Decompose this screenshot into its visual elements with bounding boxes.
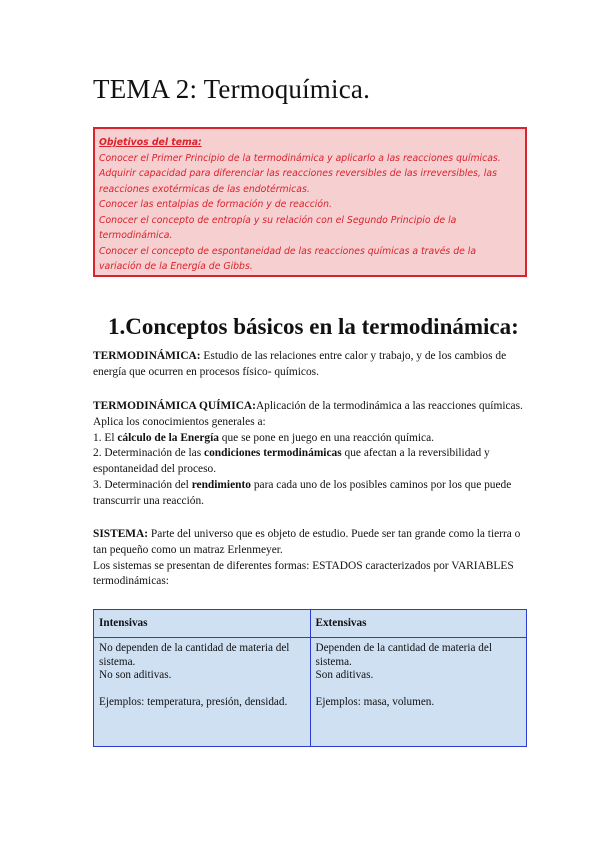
sistema-definition: Parte del universo que es objeto de estudio. Puede ser tan grande como la tierra o tan pequeño como un matraz Erlenmeyer. (93, 528, 521, 556)
objective-item: Conocer el concepto de espontaneidad de las reacciones químicas a través de la variación de la Energía de Gibbs. (99, 245, 477, 272)
table-row (94, 638, 527, 747)
objective-item: Conocer el concepto de entropía y su relación con el Segundo Principio de la termodinámica. (99, 214, 457, 241)
table-header-row (94, 610, 527, 638)
cell-extensivas: Dependen de la cantidad de materia del sistema. Son aditivas. Ejemplos: masa, volumen. (310, 638, 527, 747)
objective-item: Conocer las entalpias de formación y de reacción. (99, 199, 332, 210)
variables-table (93, 609, 527, 747)
section-title: 1.Conceptos básicos en la termodinámica: (108, 314, 519, 339)
sistema-states: Los sistemas se presentan de diferentes formas: ESTADOS caracterizados por VARIABLES termodinámicas: (93, 559, 514, 588)
list-item: 1. El cálculo de la Energía que se pone en juego en una reacción química. (93, 431, 435, 444)
objective-item: Conocer el Primer Principio de la termodinámica y aplicarlo a las reacciones químicas. Adquirir capacidad para diferenciar las reacciones reversibles de las irreversibles, las reacciones exotérmicas de las endotérmicas. (99, 152, 501, 195)
termodinamica-term: TERMODINÁMICA: (93, 350, 201, 362)
termoquimica-definition: Aplicación de la termodinámica a las reacciones químicas. Aplica los conocimientos generales a: (93, 400, 523, 428)
sistema-paragraph (93, 527, 531, 590)
sistema-term: SISTEMA: (93, 528, 149, 540)
termodinamica-paragraph (93, 349, 531, 381)
list-item: 3. Determinación del rendimiento para cada uno de los posibles caminos por los que puede transcurrir una reacción. (93, 478, 512, 507)
page-title: TEMA 2: Termoquímica. (93, 74, 371, 104)
list-item: 2. Determinación de las condiciones termodinámicas que afectan a la reversibilidad y espontaneidad del proceso. (93, 447, 490, 476)
termoquimica-paragraph (93, 399, 531, 510)
termoquimica-term: TERMODINÁMICA QUÍMICA: (93, 400, 256, 412)
objectives-box (93, 127, 527, 277)
termodinamica-definition: Estudio de las relaciones entre calor y trabajo, y de los cambios de energía que ocurren en procesos físico- químicos. (93, 350, 507, 378)
objectives-heading: Objetivos del tema: (99, 137, 202, 148)
header-extensivas: Extensivas (310, 610, 527, 638)
header-intensivas: Intensivas (94, 610, 311, 638)
cell-intensivas: No dependen de la cantidad de materia del sistema. No son aditivas. Ejemplos: temperatura, presión, densidad. (94, 638, 311, 747)
